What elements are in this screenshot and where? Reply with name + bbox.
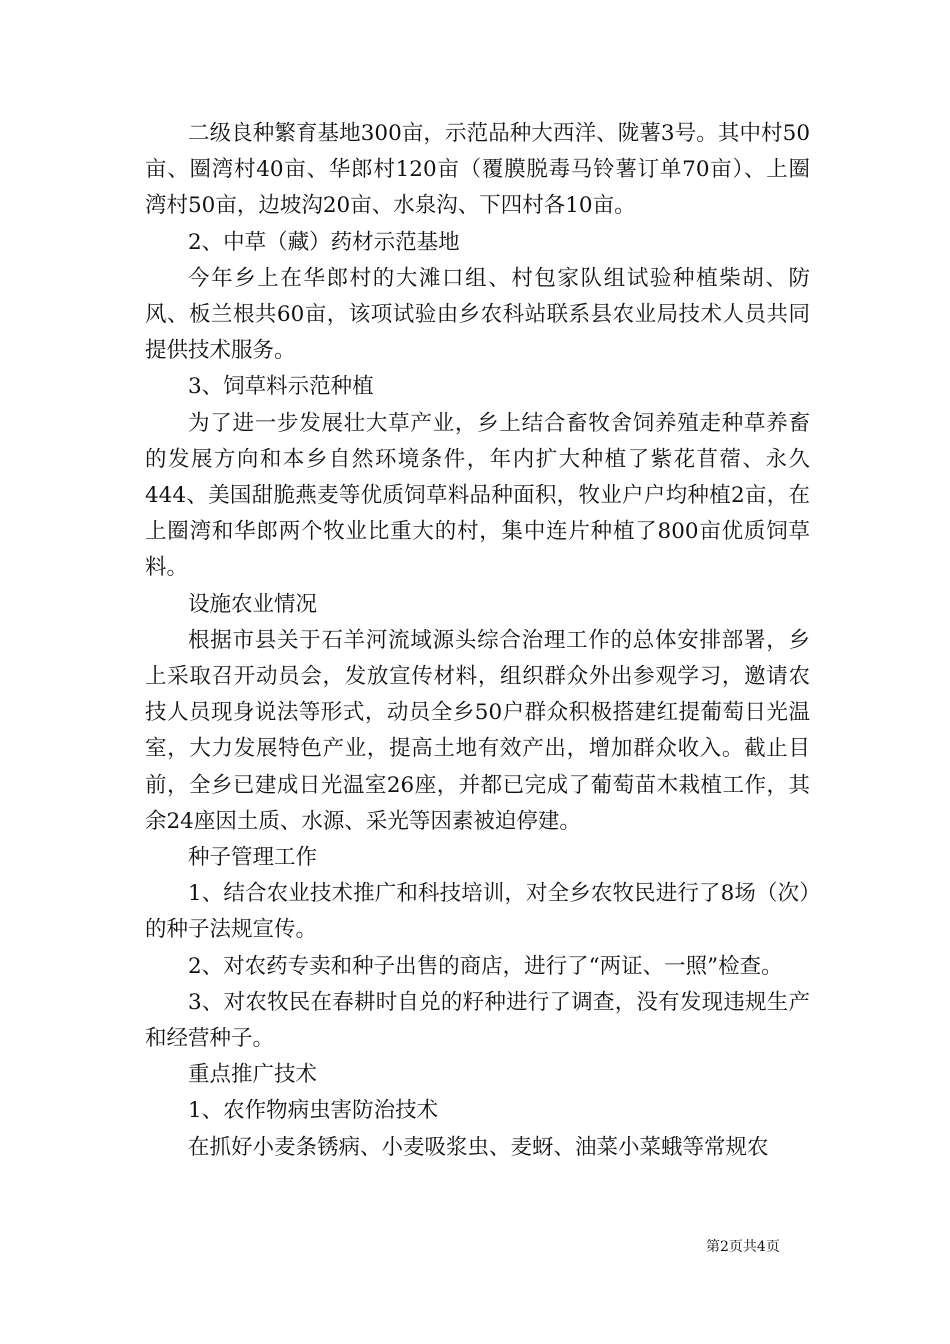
paragraph-body: 为了进一步发展壮大草产业，乡上结合畜牧舍饲养殖走种草养畜的发展方向和本乡自然环境条件，年内扩大种植了紫花苜蓿、永久444、美国甜脆燕麦等优质饲草料品种面积，牧业户户均种植2亩，在上圈湾和华郎两个牧业比重大的村，集中连片种植了800亩优质饲草料。: [145, 410, 810, 581]
paragraph-body: 在抓好小麦条锈病、小麦吸浆虫、麦蚜、油菜小菜蛾等常规农: [188, 1134, 769, 1160]
section-heading: 种子管理工作: [188, 845, 318, 871]
section-heading: 2、中草（藏）药材示范基地: [188, 229, 460, 255]
section-heading: 3、饲草料示范种植: [188, 374, 374, 400]
document-body: [145, 116, 810, 1166]
paragraph-body: 二级良种繁育基地300亩，示范品种大西洋、陇薯3号。其中村50亩、圈湾村40亩、华郎村120亩（覆膜脱毒马铃薯订单70亩）、上圈湾村50亩，边坡沟20亩、水泉沟、下四村各10亩。: [145, 121, 810, 219]
paragraph-body: 根据市县关于石羊河流域源头综合治理工作的总体安排部署，乡上采取召开动员会，发放宣传材料，组织群众外出参观学习，邀请农技人员现身说法等形式，动员全乡50户群众积极搭建红提葡萄日光温室，大力发展特色产业，提高土地有效产出，增加群众收入。截止目前，全乡已建成日光温室26座，并都已完成了葡萄苗木栽植工作，其余24座因土质、水源、采光等因素被迫停建。: [145, 627, 810, 834]
section-heading: 1、农作物病虫害防治技术: [188, 1098, 439, 1124]
paragraph-body: 2、对农药专卖和种子出售的商店，进行了“两证、一照”检查。: [188, 953, 783, 979]
section-heading: 设施农业情况: [188, 591, 318, 617]
paragraph-body: 3、对农牧民在春耕时自兑的籽种进行了调查，没有发现违规生产和经营种子。: [145, 989, 810, 1052]
page-number-footer: 第2页共4页: [706, 1239, 780, 1255]
paragraph-body: 1、结合农业技术推广和科技培训，对全乡农牧民进行了8场（次）的种子法规宣传。: [145, 881, 810, 943]
section-heading: 重点推广技术: [188, 1062, 318, 1088]
paragraph-body: 今年乡上在华郎村的大滩口组、村包家队组试验种植柴胡、防风、板兰根共60亩，该项试验由乡农科站联系县农业局技术人员共同提供技术服务。: [145, 265, 810, 364]
